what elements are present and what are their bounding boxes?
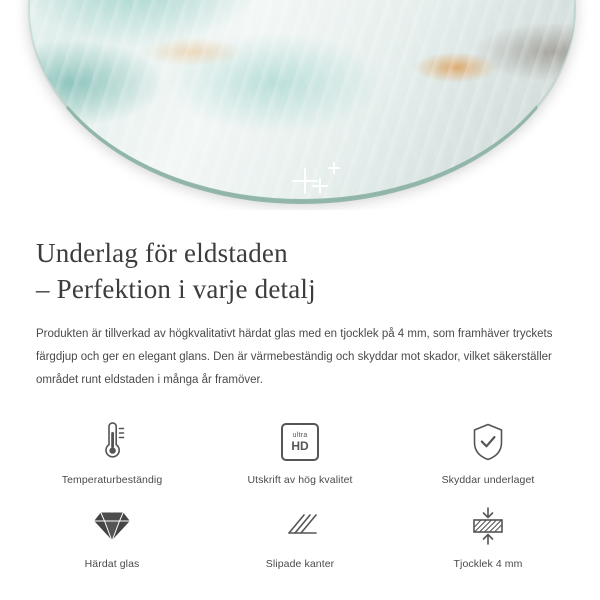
polished-edges-icon	[276, 502, 324, 550]
page-title-line-2: – Perfektion i varje detalj	[36, 273, 316, 304]
page-title-line-1: Underlag för eldstaden	[36, 238, 288, 268]
thickness-icon	[464, 502, 512, 550]
product-description: Produkten är tillverkad av högkvalitativt härdat glas med en tjocklek på 4 mm, som framhäver tryckets färgdjup och ger en elegant glans. Den är värmebeständig och skyddar mot skador, vilket säkerställer området runt eldstaden i många år framöver.	[36, 328, 553, 387]
ultra-hd-badge-top: ultra	[292, 432, 308, 440]
feature-label: Utskrift av hög kvalitet	[247, 474, 353, 487]
page-title	[36, 236, 564, 307]
marble-glass-plate	[28, 0, 576, 200]
feature-item-print-quality	[206, 418, 394, 486]
feature-label: Skyddar underlaget	[441, 474, 535, 487]
feature-grid	[0, 392, 600, 570]
hero-image	[0, 0, 600, 210]
feature-item-thickness	[394, 502, 582, 570]
diamond-icon	[88, 502, 136, 550]
feature-label: Härdat glas	[84, 558, 140, 571]
feature-item-temperature	[18, 418, 206, 486]
ultra-hd-badge-bottom: HD	[291, 439, 309, 454]
ultra-hd-icon	[276, 418, 324, 466]
feature-label: Tjocklek 4 mm	[453, 558, 523, 571]
feature-label: Slipade kanter	[265, 558, 335, 571]
content-section	[0, 210, 600, 392]
thermometer-icon	[88, 418, 136, 466]
shield-check-icon	[464, 418, 512, 466]
feature-item-protection	[394, 418, 582, 486]
feature-label: Temperaturbeständig	[61, 474, 163, 487]
feature-item-tempered-glass	[18, 502, 206, 570]
feature-item-polished-edges	[206, 502, 394, 570]
